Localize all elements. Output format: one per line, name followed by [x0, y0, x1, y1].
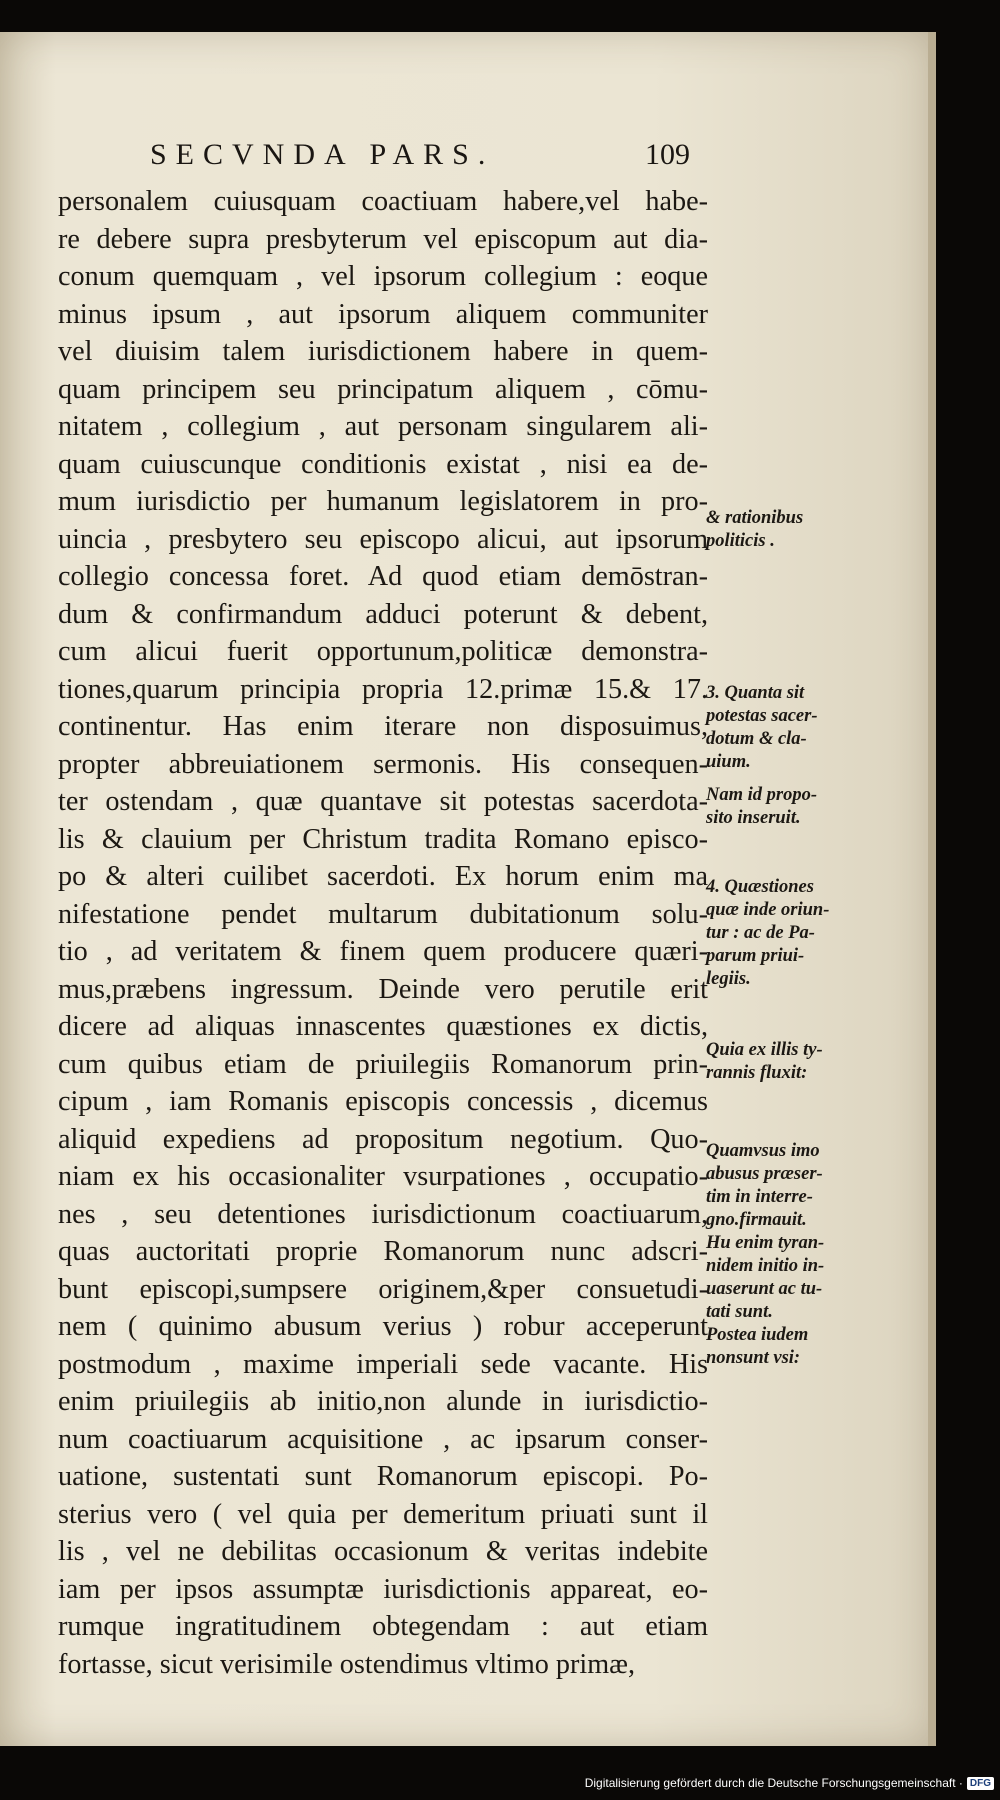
marginal-line: tati sunt.: [706, 1302, 773, 1322]
body-line: dum & confirmandum adduci poterunt & debent,: [58, 598, 708, 630]
marginal-line: Nam id propo-: [706, 785, 817, 805]
marginal-line: quæ inde oriun-: [706, 900, 830, 920]
marginal-note: [706, 682, 866, 774]
body-line: quam principem seu principatum aliquem , cōmu-: [58, 373, 708, 405]
body-line: aliquid expediens ad propositum negotium. Quo-: [58, 1123, 708, 1155]
body-line: cum quibus etiam de priuilegiis Romanorum prin-: [58, 1048, 708, 1080]
marginal-line: nonsunt vsi:: [706, 1348, 801, 1368]
body-line: fortasse, sicut verisimile ostendimus vltimo primæ,: [58, 1648, 636, 1680]
body-line: re debere supra presbyterum vel episcopum aut dia-: [58, 223, 708, 255]
body-line: personalem cuiusquam coactiuam habere,vel habe-: [58, 186, 708, 217]
body-line: sterius vero ( vel quia per demeritum priuati sunt il: [58, 1498, 708, 1530]
running-head: [150, 138, 690, 172]
body-line: nitatem , collegium , aut personam singularem ali-: [58, 411, 708, 442]
body-line: ter ostendam , quæ quantave sit potestas sacerdota-: [58, 786, 708, 817]
marginal-line: tur : ac de Pa-: [706, 923, 815, 943]
body-line: continentur. Has enim iterare non disposuimus,: [58, 711, 708, 742]
marginal-note: [706, 876, 866, 991]
body-line: quas auctoritati proprie Romanorum nunc adscri-: [58, 1236, 708, 1267]
body-line: dicere ad aliquas innascentes quæstiones ex dictis,: [58, 1011, 708, 1042]
running-title: SECVNDA PARS.: [150, 138, 495, 171]
digitization-credit: [585, 1776, 994, 1790]
marginal-line: politicis .: [706, 531, 775, 551]
body-line: cum alicui fuerit opportunum,politicæ demonstra-: [58, 636, 708, 667]
marginal-line: uaserunt ac tu-: [706, 1279, 823, 1299]
marginal-line: dotum & cla-: [706, 729, 807, 749]
page-number: 109: [645, 138, 690, 171]
marginal-note: [706, 507, 866, 553]
marginal-note: [706, 1039, 866, 1085]
body-line: rumque ingratitudinem obtegendam : aut etiam: [58, 1611, 708, 1642]
marginal-line: Hu enim tyran-: [706, 1233, 825, 1253]
marginal-line: 3. Quanta sit: [706, 683, 805, 703]
body-line: tio , ad veritatem & finem quem producere quæri-: [58, 936, 708, 967]
body-line: collegio concessa foret. Ad quod etiam demōstran-: [58, 561, 708, 592]
marginal-note: [706, 784, 866, 830]
marginal-line: Postea iudem: [706, 1325, 809, 1345]
marginal-line: potestas sacer-: [706, 706, 818, 726]
body-line: lis & clauium per Christum tradita Romano episco-: [58, 823, 708, 855]
body-line: quam cuiuscunque conditionis existat , nisi ea de-: [58, 448, 708, 480]
marginal-line: nidem initio in-: [706, 1256, 825, 1276]
marginal-line: sito inseruit.: [706, 808, 801, 828]
body-line: nem ( quinimo abusum verius ) robur acceperunt: [58, 1311, 708, 1342]
dfg-logo: DFG: [967, 1777, 994, 1790]
body-line: nes , seu detentiones iurisdictionum coactiuarum,: [58, 1198, 708, 1230]
marginal-line: Quia ex illis ty-: [706, 1040, 823, 1060]
body-line: propter abbreuiationem sermonis. His consequen-: [58, 748, 708, 780]
body-line: bunt episcopi,sumpsere originem,&per consuetudi-: [58, 1273, 708, 1305]
marginal-line: gno.firmauit.: [706, 1210, 807, 1230]
body-line: conum quemquam , vel ipsorum collegium : eoque: [58, 261, 708, 292]
body-line: num coactiuarum acquisitione , ac ipsarum conser-: [58, 1423, 708, 1455]
marginal-line: tim in interre-: [706, 1187, 813, 1207]
body-line: iam per ipsos assumptæ iurisdictionis appareat, eo-: [58, 1573, 708, 1605]
body-line: vel diuisim talem iurisdictionem habere in quem-: [58, 336, 708, 367]
body-line: cipum , iam Romanis episcopis concessis , dicemus: [58, 1086, 708, 1117]
marginal-line: & rationibus: [706, 508, 804, 528]
credit-text: Digitalisierung gefördert durch die Deutsche Forschungsgemeinschaft ·: [584, 1776, 963, 1790]
page-edge: [928, 32, 936, 1746]
body-text: [58, 183, 708, 1683]
marginal-line: legiis.: [706, 969, 751, 989]
marginal-line: rannis fluxit:: [706, 1063, 808, 1083]
body-line: uincia , presbytero seu episcopo alicui, aut ipsorum: [58, 523, 708, 555]
marginal-line: Quamvsus imo: [706, 1141, 820, 1161]
body-line: postmodum , maxime imperiali sede vacante. His: [58, 1348, 708, 1380]
body-line: tiones,quarum principia propria 12.primæ 15.& 17.: [58, 673, 708, 705]
body-line: minus ipsum , aut ipsorum aliquem communiter: [58, 298, 708, 330]
marginal-line: 4. Quæstiones: [706, 877, 814, 897]
body-line: uatione, sustentati sunt Romanorum episcopi. Po-: [58, 1461, 708, 1492]
marginal-line: parum priui-: [706, 946, 805, 966]
marginal-note: [706, 1140, 866, 1370]
body-line: nifestatione pendet multarum dubitationum solu-: [58, 898, 708, 930]
body-line: lis , vel ne debilitas occasionum & veritas indebite: [58, 1536, 708, 1567]
marginal-line: uium.: [706, 752, 751, 772]
body-line: mus,præbens ingressum. Deinde vero perutile erit: [58, 973, 708, 1005]
body-line: enim priuilegiis ab initio,non alunde in iurisdictio-: [58, 1386, 708, 1417]
body-line: po & alteri cuilibet sacerdoti. Ex horum enim ma: [58, 861, 708, 892]
body-line: mum iurisdictio per humanum legislatorem in pro-: [58, 486, 708, 517]
body-line: niam ex his occasionaliter vsurpationes , occupatio-: [58, 1161, 708, 1192]
marginal-line: abusus præser-: [706, 1164, 823, 1184]
